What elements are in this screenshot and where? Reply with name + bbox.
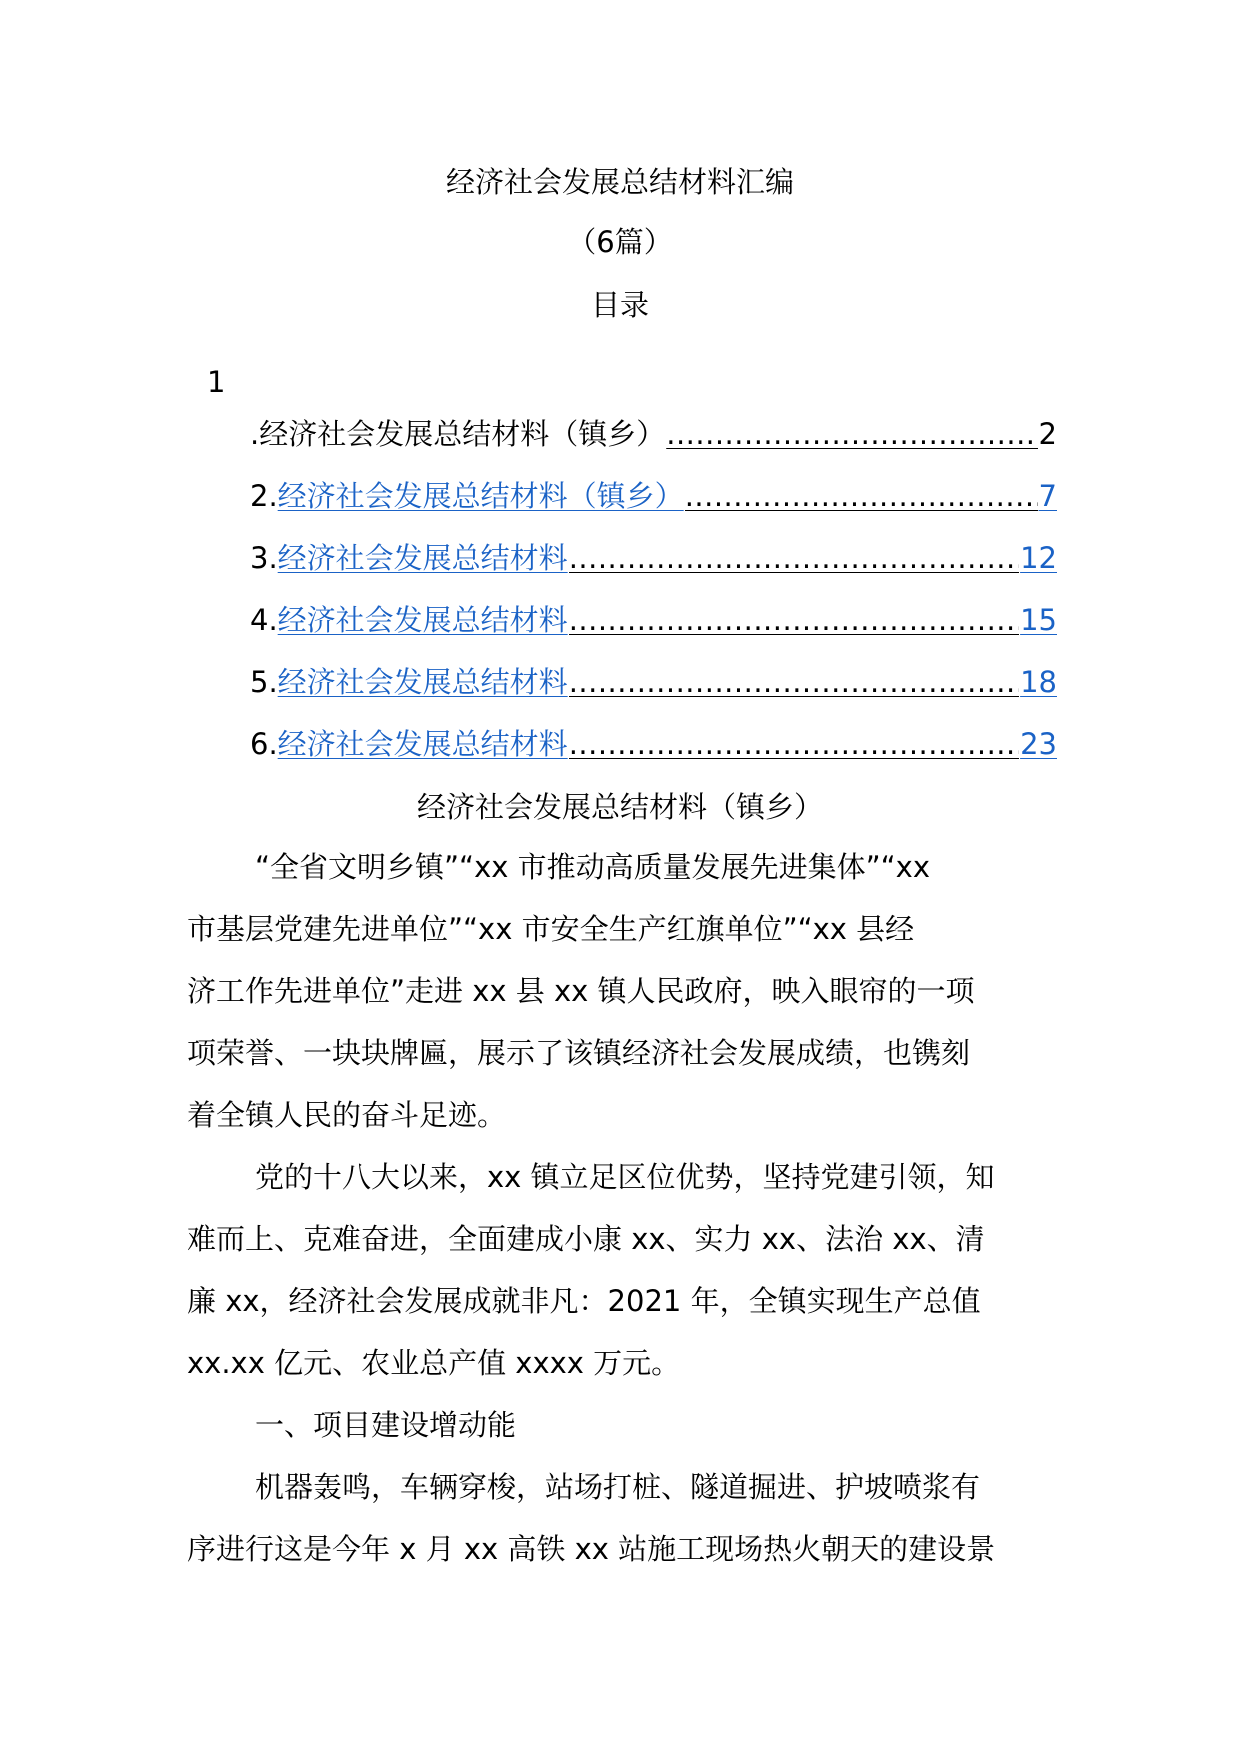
toc-entry-page[interactable]: 12 bbox=[1020, 541, 1057, 575]
paragraph-line: “全省文明乡镇”“xx 市推动高质量发展先进集体”“xx bbox=[255, 850, 930, 884]
paragraph-line: 廉 xx，经济社会发展成就非凡：2021 年，全镇实现生产总值 bbox=[187, 1284, 981, 1318]
heading-line: 一、项目建设增动能 bbox=[255, 1408, 517, 1442]
paragraph-line: 项荣誉、一块块牌匾，展示了该镇经济社会发展成绩，也镌刻 bbox=[187, 1036, 971, 1070]
document-title: 经济社会发展总结材料汇编 bbox=[445, 165, 794, 199]
body-paragraph bbox=[187, 1456, 1057, 1580]
toc-entry-label: .经济社会发展总结材料（镇乡） bbox=[250, 417, 666, 451]
toc-entry-link[interactable] bbox=[250, 472, 1057, 516]
toc-entry-number: 1 bbox=[207, 365, 226, 399]
paragraph-line: 党的十八大以来，xx 镇立足区位优势，坚持党建引领，知 bbox=[255, 1160, 995, 1194]
toc-entry-page[interactable]: 18 bbox=[1020, 665, 1057, 699]
toc-entry-label[interactable]: 经济社会发展总结材料 bbox=[277, 603, 568, 637]
paragraph-line: 序进行这是今年 x 月 xx 高铁 xx 站施工现场热火朝天的建设景 bbox=[187, 1532, 996, 1566]
paragraph-line: 市基层党建先进单位”“xx 市安全生产红旗单位”“xx 县经 bbox=[187, 912, 915, 946]
toc-entry-number: 6. bbox=[250, 727, 278, 761]
toc-entry-label[interactable]: 经济社会发展总结材料（镇乡） bbox=[277, 479, 684, 513]
toc-entry-number: 4. bbox=[250, 603, 278, 637]
toc-entry-label[interactable]: 经济社会发展总结材料 bbox=[277, 665, 568, 699]
toc-entry-link[interactable] bbox=[250, 658, 1057, 702]
paragraph-line: 机器轰鸣，车辆穿梭，站场打桩、隧道掘进、护坡喷浆有 bbox=[255, 1470, 981, 1504]
toc-leader-dots bbox=[685, 476, 1038, 516]
toc-leader-dots bbox=[666, 414, 1037, 454]
toc-entry-label[interactable]: 经济社会发展总结材料 bbox=[277, 727, 568, 761]
toc-entry-page[interactable]: 23 bbox=[1020, 727, 1057, 761]
toc-entry[interactable] bbox=[250, 410, 1057, 454]
toc-entry-link[interactable] bbox=[250, 534, 1057, 578]
toc-heading: 目录 bbox=[590, 288, 649, 322]
toc-leader-dots bbox=[569, 600, 1019, 640]
toc-entry-number: 5. bbox=[250, 665, 278, 699]
body-paragraph bbox=[187, 836, 1057, 1146]
toc-entry-label[interactable]: 经济社会发展总结材料 bbox=[277, 541, 568, 575]
toc-entry-page[interactable]: 7 bbox=[1038, 479, 1057, 513]
toc-entry-number: 2. bbox=[250, 479, 278, 513]
section-title: 经济社会发展总结材料（镇乡） bbox=[416, 790, 823, 824]
toc-leader-dots bbox=[569, 538, 1019, 578]
toc-entry-page[interactable]: 15 bbox=[1020, 603, 1057, 637]
paragraph-line: 济工作先进单位”走进 xx 县 xx 镇人民政府，映入眼帘的一项 bbox=[187, 974, 975, 1008]
toc-leader-dots bbox=[569, 724, 1019, 764]
paragraph-line: 着全镇人民的奋斗足迹。 bbox=[187, 1098, 507, 1132]
toc-entry-link[interactable] bbox=[250, 596, 1057, 640]
paragraph-line: xx.xx 亿元、农业总产值 xxxx 万元。 bbox=[187, 1346, 681, 1380]
toc-entry-link[interactable] bbox=[250, 720, 1057, 764]
body-paragraph bbox=[187, 1146, 1057, 1394]
document-subtitle: （6篇） bbox=[567, 225, 673, 259]
toc-entry-page: 2 bbox=[1038, 417, 1057, 451]
toc-leader-dots bbox=[569, 662, 1019, 702]
toc-entry-number: 3. bbox=[250, 541, 278, 575]
paragraph-line: 难而上、克难奋进，全面建成小康 xx、实力 xx、法治 xx、清 bbox=[187, 1222, 985, 1256]
section-heading bbox=[187, 1394, 1057, 1456]
